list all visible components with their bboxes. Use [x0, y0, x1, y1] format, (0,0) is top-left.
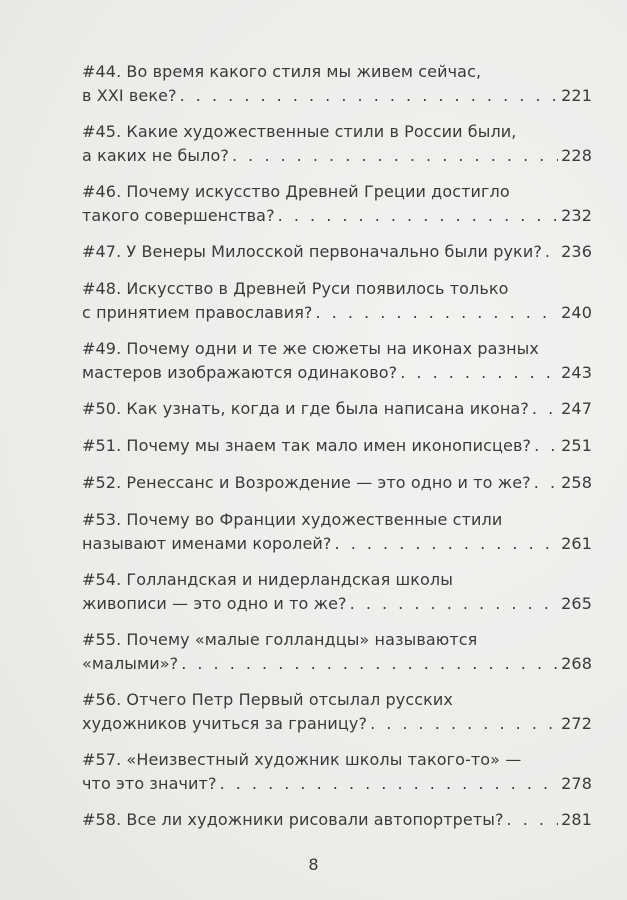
toc-entry-page: 251 [561, 436, 592, 455]
dot-leader [181, 652, 558, 676]
toc-entry-page: 278 [561, 774, 592, 793]
toc-entry [82, 688, 592, 736]
toc-entry-last-line [82, 144, 592, 168]
toc-entry [82, 568, 592, 616]
toc-entry-last-line [82, 301, 592, 325]
toc-entry [82, 808, 592, 832]
dot-leader [532, 397, 558, 421]
dot-leader [350, 592, 559, 616]
toc-entry-last-line [82, 532, 592, 556]
toc-entry-title-line: называют именами королей? [82, 534, 332, 553]
toc-entry-title-line: мастеров изображаются одинаково? [82, 363, 398, 382]
toc-entry-page: 232 [561, 206, 592, 225]
toc-entry-title-line: «малыми»? [82, 654, 179, 673]
toc-entry [82, 240, 592, 264]
dot-leader [545, 240, 558, 264]
toc-entry-last-line [82, 712, 592, 736]
toc-entry [82, 471, 592, 495]
toc-entry-page: 243 [561, 363, 592, 382]
toc-entry-last-line [82, 397, 592, 421]
toc-entry-title-line: #50. Как узнать, когда и где была написана икона? [82, 399, 529, 418]
toc-entry-page: 221 [561, 86, 592, 105]
toc-entry-page: 247 [561, 399, 592, 418]
toc-entry-page: 261 [561, 534, 592, 553]
dot-leader [278, 204, 558, 228]
toc-entry [82, 120, 592, 168]
toc-entry-page: 236 [561, 242, 592, 261]
toc-entry-title-line: #51. Почему мы знаем так мало имен иконописцев? [82, 436, 532, 455]
toc-entry-last-line [82, 592, 592, 616]
toc-entry-last-line [82, 84, 592, 108]
dot-leader [534, 471, 558, 495]
toc-entry-page: 258 [561, 473, 592, 492]
toc-entry-title-line: художников учиться за границу? [82, 714, 368, 733]
dot-leader [400, 361, 558, 385]
toc-entry-title-line: такого совершенства? [82, 206, 275, 225]
toc-entry-last-line [82, 808, 592, 832]
toc-entry-title-line: что это значит? [82, 774, 217, 793]
toc-entry [82, 180, 592, 228]
toc-entry-title-line: #52. Ренессанс и Возрождение — это одно и то же? [82, 473, 531, 492]
dot-leader [335, 532, 559, 556]
toc-entry [82, 60, 592, 108]
toc-entry [82, 508, 592, 556]
toc-entry-last-line [82, 361, 592, 385]
toc-entry-page: 265 [561, 594, 592, 613]
dot-leader [370, 712, 558, 736]
toc-entry-title-line: живописи — это одно и то же? [82, 594, 347, 613]
dot-leader [507, 808, 559, 832]
toc-entry-title-line: #46. Почему искусство Древней Греции достигло [82, 182, 510, 201]
toc-entry-title-line: #57. «Неизвестный художник школы такого-то» — [82, 750, 522, 769]
toc-entry-page: 272 [561, 714, 592, 733]
dot-leader [534, 434, 558, 458]
dot-leader [220, 772, 559, 796]
toc-entry-title-line: в XXI веке? [82, 86, 177, 105]
dot-leader [180, 84, 559, 108]
toc-entry-page: 268 [561, 654, 592, 673]
toc-entry [82, 628, 592, 676]
toc-entry-page: 240 [561, 303, 592, 322]
toc-entry-last-line [82, 434, 592, 458]
toc-entry-title-line: #48. Искусство в Древней Руси появилось только [82, 279, 509, 298]
table-of-contents [82, 60, 592, 845]
toc-entry-page: 281 [561, 810, 592, 829]
toc-entry-title-line: #58. Все ли художники рисовали автопортреты? [82, 810, 504, 829]
toc-entry-title-line: #47. У Венеры Милосской первоначально были руки? [82, 242, 542, 261]
toc-entry-title-line: а каких не было? [82, 146, 229, 165]
toc-entry [82, 277, 592, 325]
toc-entry [82, 337, 592, 385]
toc-entry-last-line [82, 471, 592, 495]
page-number: 8 [308, 855, 319, 874]
toc-entry-last-line [82, 652, 592, 676]
toc-entry-title-line: #44. Во время какого стиля мы живем сейчас, [82, 62, 482, 81]
toc-entry [82, 748, 592, 796]
toc-entry-title-line: #54. Голландская и нидерландская школы [82, 570, 453, 589]
toc-entry-last-line [82, 772, 592, 796]
toc-entry-title-line: #53. Почему во Франции художественные стили [82, 510, 503, 529]
toc-entry [82, 397, 592, 421]
toc-entry-last-line [82, 240, 592, 264]
toc-entry-title-line: #49. Почему одни и те же сюжеты на иконах разных [82, 339, 539, 358]
toc-entry [82, 434, 592, 458]
toc-entry-title-line: #56. Отчего Петр Первый отсылал русских [82, 690, 453, 709]
dot-leader [232, 144, 558, 168]
toc-entry-title-line: #55. Почему «малые голландцы» называются [82, 630, 478, 649]
toc-entry-title-line: #45. Какие художественные стили в России были, [82, 122, 517, 141]
dot-leader [316, 301, 559, 325]
toc-entry-title-line: с принятием православия? [82, 303, 313, 322]
toc-entry-page: 228 [561, 146, 592, 165]
toc-entry-last-line [82, 204, 592, 228]
